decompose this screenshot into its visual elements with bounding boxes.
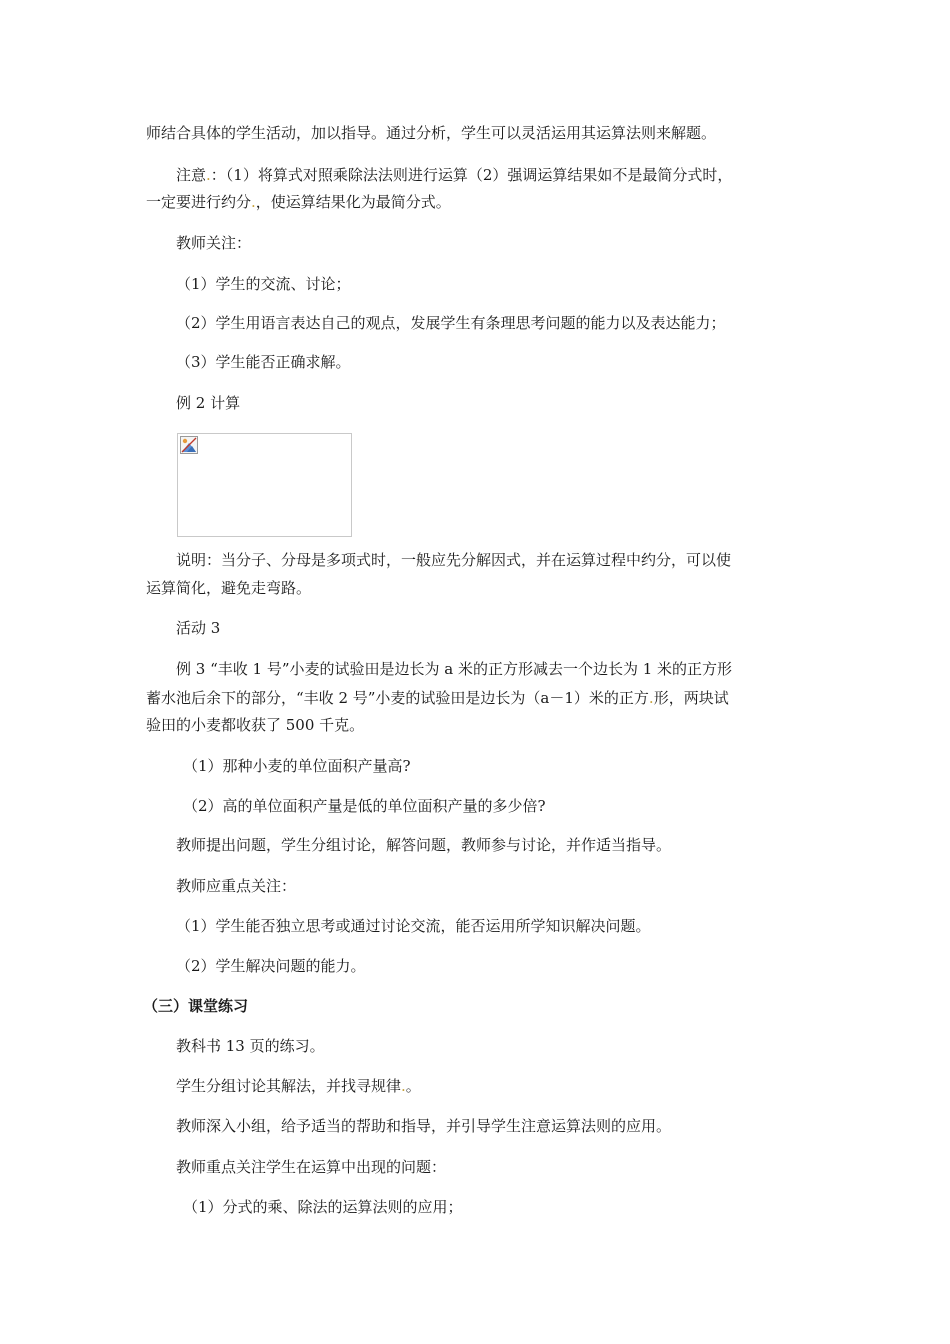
activity-heading: 活动 3 — [176, 619, 221, 637]
example-heading: 例 2 计算 — [176, 394, 241, 412]
paragraph: 验田的小麦都收获了 500 千克。 — [146, 716, 365, 734]
edit-mark-icon: . — [648, 689, 654, 707]
paragraph: 教师提出问题，学生分组讨论，解答问题，教师参与讨论，并作适当指导。 — [176, 836, 672, 854]
paragraph: 教师应重点关注： — [176, 877, 297, 895]
edit-mark-icon: . — [401, 1077, 406, 1095]
paragraph: 师结合具体的学生活动，加以指导。通过分析，学生可以灵活运用其运算法则来解题。 — [146, 124, 717, 142]
list-item: （3）学生能否正确求解。 — [176, 353, 351, 371]
paragraph-note — [176, 160, 836, 190]
paragraph: 教师深入小组，给予适当的帮助和指导，并引导学生注意运算法则的应用。 — [176, 1117, 672, 1135]
paragraph — [146, 187, 806, 217]
text-segment: ，使运算结果化为最简分式。 — [255, 193, 451, 211]
formula-image-placeholder — [177, 433, 352, 537]
edit-mark-icon: . — [206, 166, 211, 184]
broken-image-icon — [180, 436, 198, 454]
list-item: （1）学生能否独立思考或通过讨论交流，能否运用所学知识解决问题。 — [176, 917, 651, 935]
paragraph: 教师关注： — [176, 234, 252, 252]
paragraph — [176, 1071, 836, 1101]
paragraph: 教师重点关注学生在运算中出现的问题： — [176, 1158, 447, 1176]
list-item: （2）高的单位面积产量是低的单位面积产量的多少倍? — [183, 797, 546, 815]
list-item: （1）分式的乘、除法的运算法则的应用； — [183, 1198, 463, 1216]
list-item: （1）学生的交流、讨论； — [176, 275, 351, 293]
paragraph: 教科书 13 页的练习。 — [176, 1037, 325, 1055]
section-heading: （三）课堂练习 — [143, 997, 249, 1015]
text-segment: 学生分组讨论其解法，并找寻规律 — [176, 1077, 402, 1095]
text-segment: 形，两块试 — [653, 689, 729, 707]
note-label: 注意 — [176, 166, 207, 184]
text-segment: 。 — [405, 1077, 421, 1095]
paragraph: 例 3 “丰收 1 号”小麦的试验田是边长为 a 米的正方形减去一个边长为 1 米的正方形 — [176, 660, 733, 678]
note-text: ：（1）将算式对照乘除法法则进行运算（2）强调运算结果如不是最简分式时， — [210, 166, 733, 184]
list-item: （2）学生解决问题的能力。 — [176, 957, 366, 975]
paragraph: 说明：当分子、分母是多项式时，一般应先分解因式，并在运算过程中约分，可以使 — [176, 551, 732, 569]
text-segment: 蓄水池后余下的部分，“丰收 2 号”小麦的试验田是边长为（a－1）米的正方 — [146, 689, 649, 707]
paragraph — [146, 683, 806, 713]
list-item: （1）那种小麦的单位面积产量高? — [183, 757, 411, 775]
edit-mark-icon: . — [251, 193, 256, 211]
paragraph: 运算简化，避免走弯路。 — [146, 579, 312, 597]
list-item: （2）学生用语言表达自己的观点，发展学生有条理思考问题的能力以及表达能力； — [176, 314, 726, 332]
text-segment: 一定要进行约分 — [146, 193, 252, 211]
